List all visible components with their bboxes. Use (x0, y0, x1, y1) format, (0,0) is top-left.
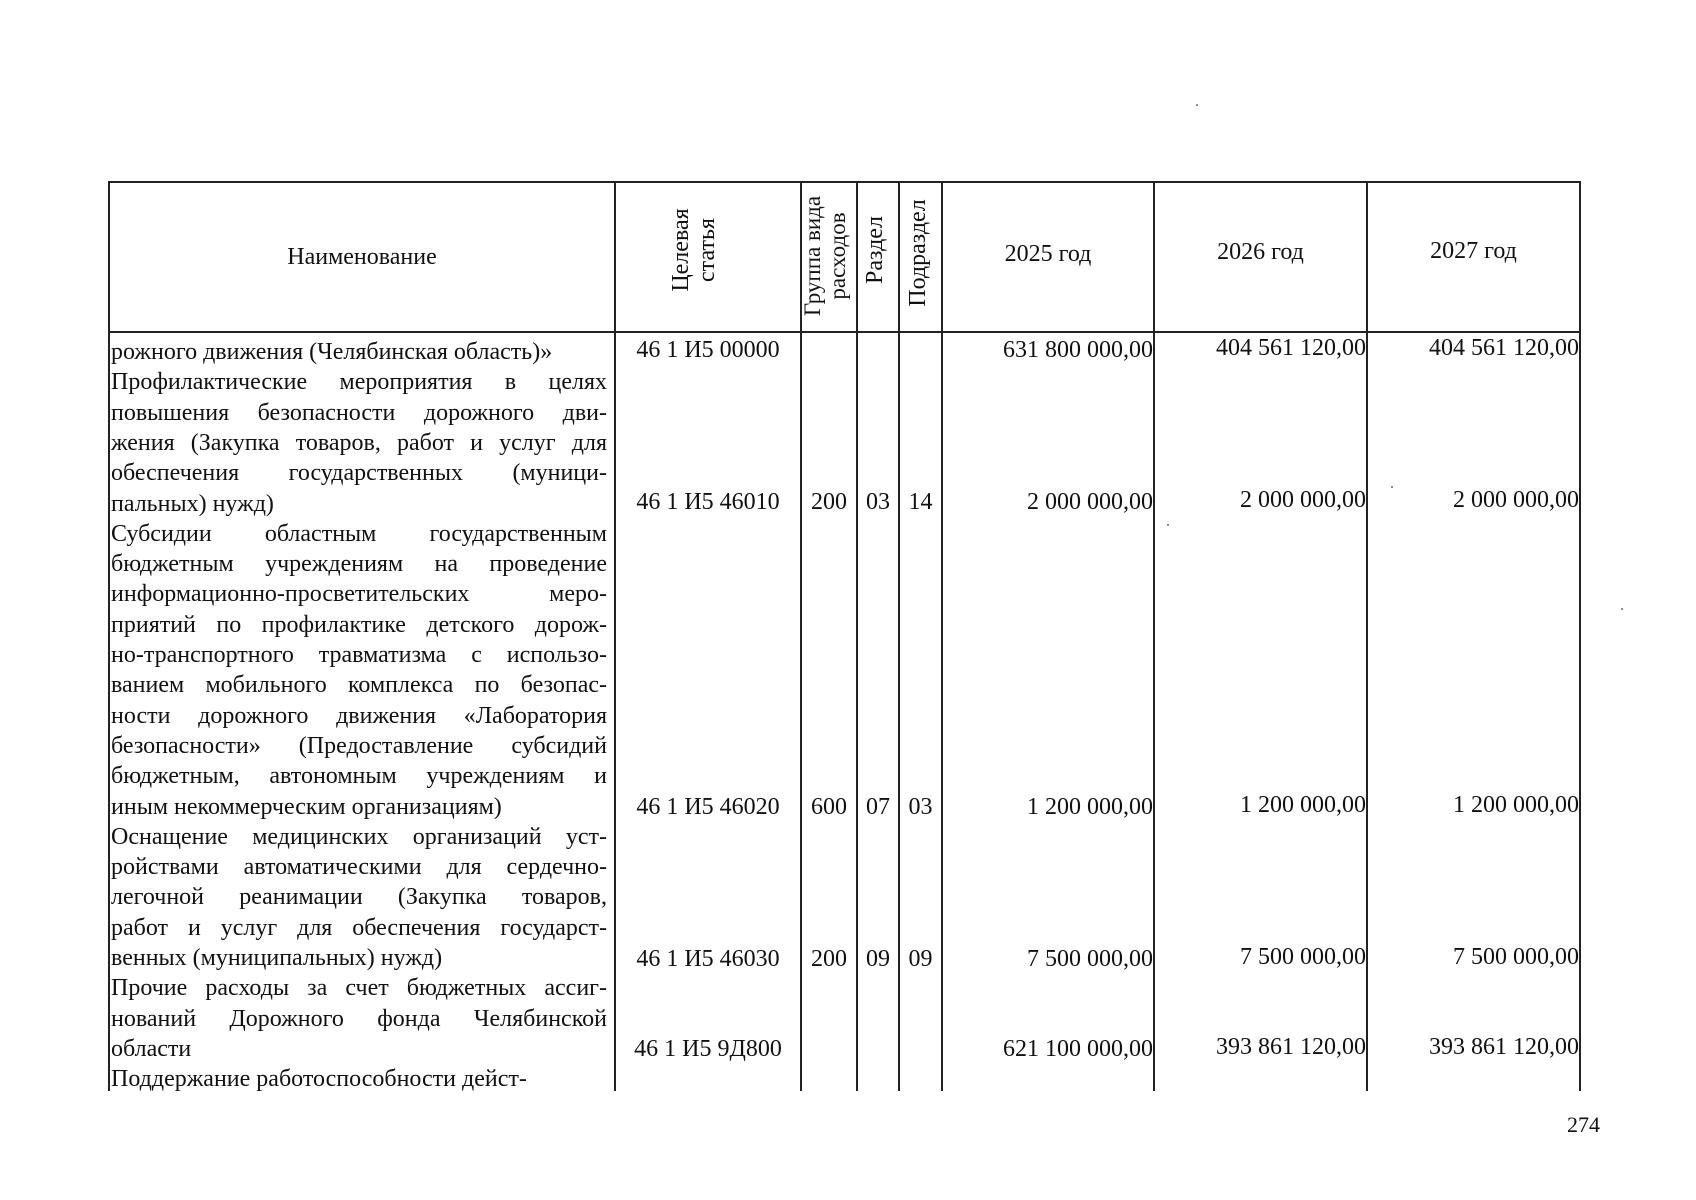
scan-speck (1391, 486, 1393, 488)
name-line: рожного движения (Челябинская область)» (111, 339, 553, 365)
cell-subsection: 03 (908, 794, 933, 820)
scan-speck (1621, 608, 1623, 610)
name-line: легочной реанимации (Закупка товаров, (111, 884, 607, 911)
name-line: Субсидии областным государственным (111, 520, 607, 547)
cell-2027: 2 000 000,00 (1453, 487, 1579, 513)
cell-2026: 393 861 120,00 (1216, 1034, 1366, 1060)
name-line: приятий по профилактике детского дорож- (111, 611, 607, 638)
name-line: ройствами автоматическими для сердечно- (111, 854, 607, 881)
cell-2026: 404 561 120,00 (1216, 335, 1366, 361)
cell-2027: 1 200 000,00 (1453, 792, 1579, 818)
name-line: области (111, 1035, 192, 1062)
name-line: Прочие расходы за счет бюджетных ассиг- (111, 975, 607, 1002)
cell-expense-group: 600 (811, 794, 847, 820)
name-line: информационно-просветительских меро- (111, 581, 607, 608)
cell-section: 03 (866, 489, 890, 515)
header-target: Целевая статья (668, 208, 720, 292)
name-line: работ и услуг для обеспечения государст- (111, 914, 607, 941)
cell-2027: 404 561 120,00 (1429, 335, 1579, 361)
cell-section: 09 (866, 946, 890, 972)
name-line: Поддержание работоспособности дейст- (111, 1066, 527, 1093)
name-line: жения (Закупка товаров, работ и услуг для (111, 429, 607, 456)
cell-2025: 631 800 000,00 (1003, 337, 1153, 363)
name-line: нований Дорожного фонда Челябинской (111, 1005, 607, 1032)
cell-expense-group: 200 (811, 946, 847, 972)
name-line: венных (муниципальных) нужд) (111, 945, 443, 971)
header-2025: 2025 год (1004, 241, 1092, 267)
cell-target: 46 1 И5 46020 (636, 794, 780, 820)
cell-2026: 1 200 000,00 (1240, 792, 1366, 818)
header-section: Раздел (862, 216, 888, 284)
table-left-border (108, 181, 110, 1091)
cell-2025: 621 100 000,00 (1003, 1036, 1153, 1062)
table-right-border (1579, 181, 1581, 1091)
name-line: Оснащение медицинских организаций уст- (111, 823, 607, 850)
page-number: 274 (1567, 1112, 1600, 1137)
cell-expense-group: 200 (811, 489, 847, 515)
scan-speck (1167, 524, 1169, 526)
name-line: ности дорожного движения «Лаборатория (111, 702, 607, 729)
cell-2027: 7 500 000,00 (1453, 944, 1579, 970)
cell-target: 46 1 И5 00000 (636, 337, 780, 363)
cell-target: 46 1 И5 9Д800 (634, 1036, 782, 1062)
cell-2025: 7 500 000,00 (1027, 946, 1153, 972)
scan-speck (1196, 104, 1198, 106)
cell-subsection: 14 (908, 489, 933, 515)
name-line: иным некоммерческим организациям) (111, 793, 502, 820)
cell-2026: 7 500 000,00 (1240, 944, 1366, 970)
header-2026: 2026 год (1217, 239, 1304, 265)
name-line: ванием мобильного комплекса по безопас- (111, 672, 607, 699)
cell-target: 46 1 И5 46010 (636, 489, 780, 515)
cell-2026: 2 000 000,00 (1240, 487, 1366, 513)
cell-section: 07 (866, 794, 890, 820)
name-line: бюджетным, автономным учреждениям и (111, 763, 607, 790)
name-line: повышения безопасности дорожного дви- (111, 399, 607, 426)
name-line: пальных) нужд) (111, 490, 274, 517)
cell-2025: 2 000 000,00 (1027, 489, 1153, 515)
cell-target: 46 1 И5 46030 (636, 946, 780, 972)
name-line: безопасности» (Предоставление субсидий (111, 732, 607, 759)
name-line: обеспечения государственных (муници- (111, 460, 607, 487)
name-line: Профилактические мероприятия в целях (111, 369, 607, 396)
cell-2027: 393 861 120,00 (1429, 1034, 1579, 1060)
name-line: бюджетным учреждениям на проведение (111, 551, 607, 578)
header-subsection: Подраздел (905, 199, 931, 307)
header-expense-group: Группа вида расходов (800, 195, 850, 317)
header-name: Наименование (287, 244, 437, 270)
cell-2025: 1 200 000,00 (1027, 794, 1153, 820)
cell-subsection: 09 (908, 946, 933, 972)
header-2027: 2027 год (1430, 238, 1517, 264)
name-line: но-транспортного травматизма с использо- (111, 642, 607, 668)
